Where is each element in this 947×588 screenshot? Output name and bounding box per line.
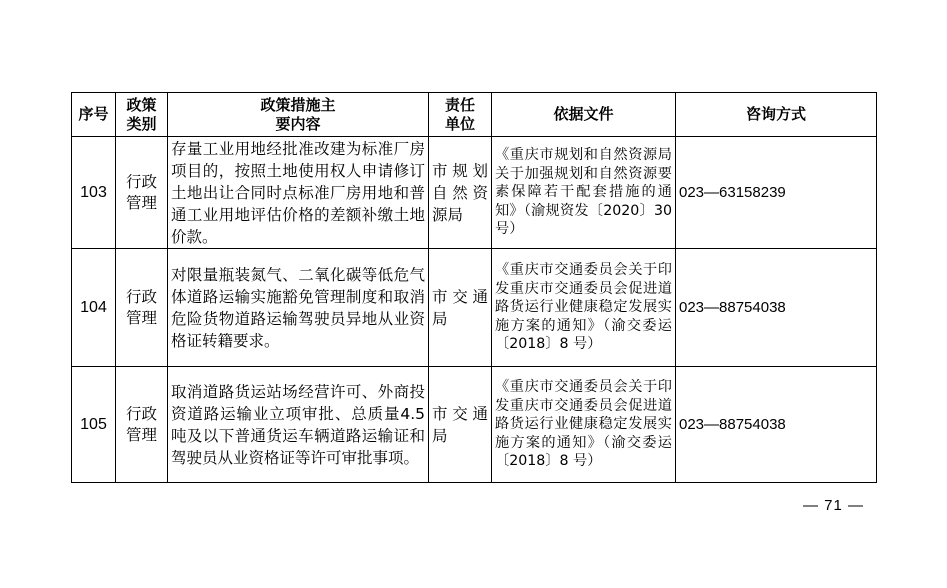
row-category: 行政管理	[116, 367, 168, 483]
row-contact: 023—63158239	[676, 137, 877, 249]
header-contact: 咨询方式	[676, 93, 877, 137]
row-category: 行政管理	[116, 249, 168, 367]
row-measure: 对限量瓶装氮气、二氧化碳等低危气体道路运输实施豁免管理制度和取消危险货物道路运输驾驶员异地从业资格证转籍要求。	[168, 249, 429, 367]
row-doc: 《重庆市交通委员会关于印发重庆市交通委员会促进道路货运行业健康稳定发展实施方案的通知》（渝交委运〔2018〕8 号）	[492, 249, 676, 367]
page-number: — 71 —	[803, 497, 865, 514]
table-row	[72, 137, 877, 249]
row-unit: 市交通局	[429, 249, 492, 367]
row-category: 行政管理	[116, 137, 168, 249]
row-doc: 《重庆市规划和自然资源局关于加强规划和自然资源要素保障若干配套措施的通知》（渝规资发〔2020〕30 号）	[492, 137, 676, 249]
header-category: 政策类别	[116, 93, 168, 137]
policy-table	[71, 92, 877, 483]
row-contact: 023—88754038	[676, 367, 877, 483]
row-seq: 104	[72, 249, 116, 367]
row-seq: 103	[72, 137, 116, 249]
header-seq: 序号	[72, 93, 116, 137]
table-header-row	[72, 93, 877, 137]
row-seq: 105	[72, 367, 116, 483]
header-doc: 依据文件	[492, 93, 676, 137]
row-unit: 市规划自然资源局	[429, 137, 492, 249]
header-measure: 政策措施主要内容	[168, 93, 429, 137]
header-unit: 责任单位	[429, 93, 492, 137]
table-row	[72, 367, 877, 483]
row-measure: 存量工业用地经批准改建为标准厂房项目的，按照土地使用权人申请修订土地出让合同时点标准厂房用地和普通工业用地评估价格的差额补缴土地价款。	[168, 137, 429, 249]
row-unit: 市交通局	[429, 367, 492, 483]
row-doc: 《重庆市交通委员会关于印发重庆市交通委员会促进道路货运行业健康稳定发展实施方案的通知》（渝交委运〔2018〕8 号）	[492, 367, 676, 483]
row-contact: 023—88754038	[676, 249, 877, 367]
table-row	[72, 249, 877, 367]
row-measure: 取消道路货运站场经营许可、外商投资道路运输业立项审批、总质量4.5 吨及以下普通货运车辆道路运输证和驾驶员从业资格证等许可审批事项。	[168, 367, 429, 483]
